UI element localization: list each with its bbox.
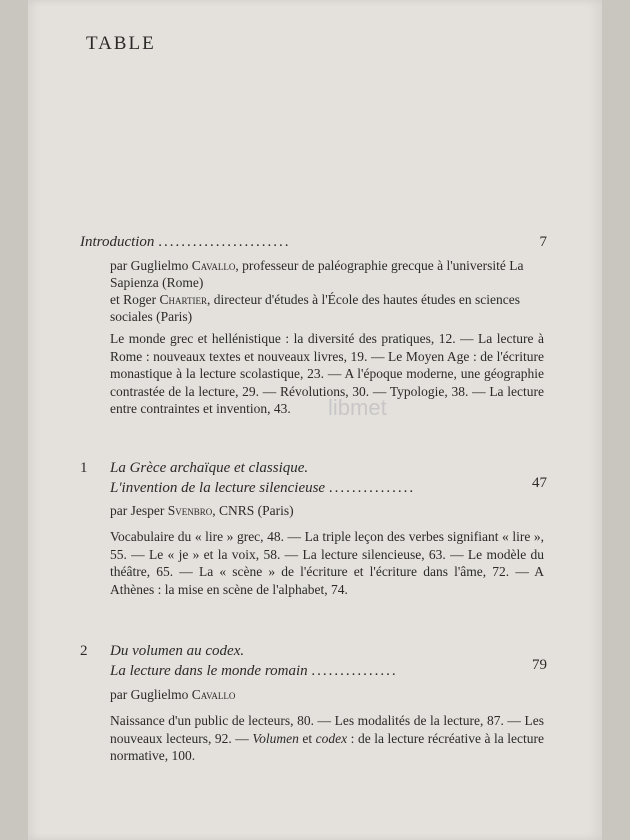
leader-dots: ............... — [328, 480, 416, 496]
book-page — [28, 0, 602, 840]
page-number: 7 — [539, 234, 547, 250]
page-number: 47 — [532, 475, 547, 491]
toc-entry-chapter-2 — [80, 641, 547, 681]
leader-dots: ....................... — [158, 234, 291, 250]
introduction-title: Introduction — [80, 234, 155, 250]
chapter-1-summary: Vocabulaire du « lire » grec, 48. — La triple leçon des verbes signifiant « lire », 55. — Le « je » et la voix, 58. — La lecture silencieuse, 63. — Le modèle du théâtre, 65. — La « scène » de l'écriture et l'écriture dans l'âme, 72. — A Athènes : la mise en scène de l'alphabet, 74. — [110, 529, 544, 597]
chapter-number: 1 — [80, 460, 88, 476]
author-chartier: et Roger Chartier, directeur d'études à l'École des hautes études en sciences sociales (Paris) — [110, 292, 520, 324]
chapter-1-author: par Jesper Svenbro, CNRS (Paris) — [110, 503, 294, 518]
chapter-title-line-2: L'invention de la lecture silencieuse — [110, 480, 326, 496]
leader-dots: ............... — [311, 663, 398, 679]
author-cavallo: par Guglielmo Cavallo, professeur de paléographie grecque à l'université La Sapienza (Rome) — [110, 258, 524, 290]
watermark: libmet — [328, 395, 387, 420]
page-title: TABLE — [86, 33, 156, 54]
chapter-title-line-1: Du volumen au codex. — [110, 643, 245, 659]
chapter-2-summary: Naissance d'un public de lecteurs, 80. — Les modalités de la lecture, 87. — Les nouveaux lecteurs, 92. — Volumen et codex : de la lecture récréative à la lecture normative, 100. — [110, 713, 544, 763]
chapter-2-author: par Guglielmo Cavallo — [110, 687, 236, 702]
chapter-number: 2 — [80, 643, 88, 659]
introduction-summary: Le monde grec et hellénistique : la diversité des pratiques, 12. — La lecture à Rome : nouveaux textes et nouveaux livres, 19. — Le Moyen Age : de l'écriture monastique à la lecture scolastique, 23. — A l'époque moderne, une géographie contrastée de la lecture, 29. — Révolutions, 30. — Typologie, 38. — La lecture entre contraintes et invention, 43. — [110, 331, 544, 416]
page-number: 79 — [532, 657, 547, 673]
toc-entry-chapter-1 — [80, 458, 547, 498]
introduction-authors — [110, 257, 544, 325]
chapter-title-line-1: La Grèce archaïque et classique. — [110, 460, 309, 476]
toc-entry-introduction — [80, 232, 547, 252]
chapter-title-line-2: La lecture dans le monde romain — [110, 663, 308, 679]
